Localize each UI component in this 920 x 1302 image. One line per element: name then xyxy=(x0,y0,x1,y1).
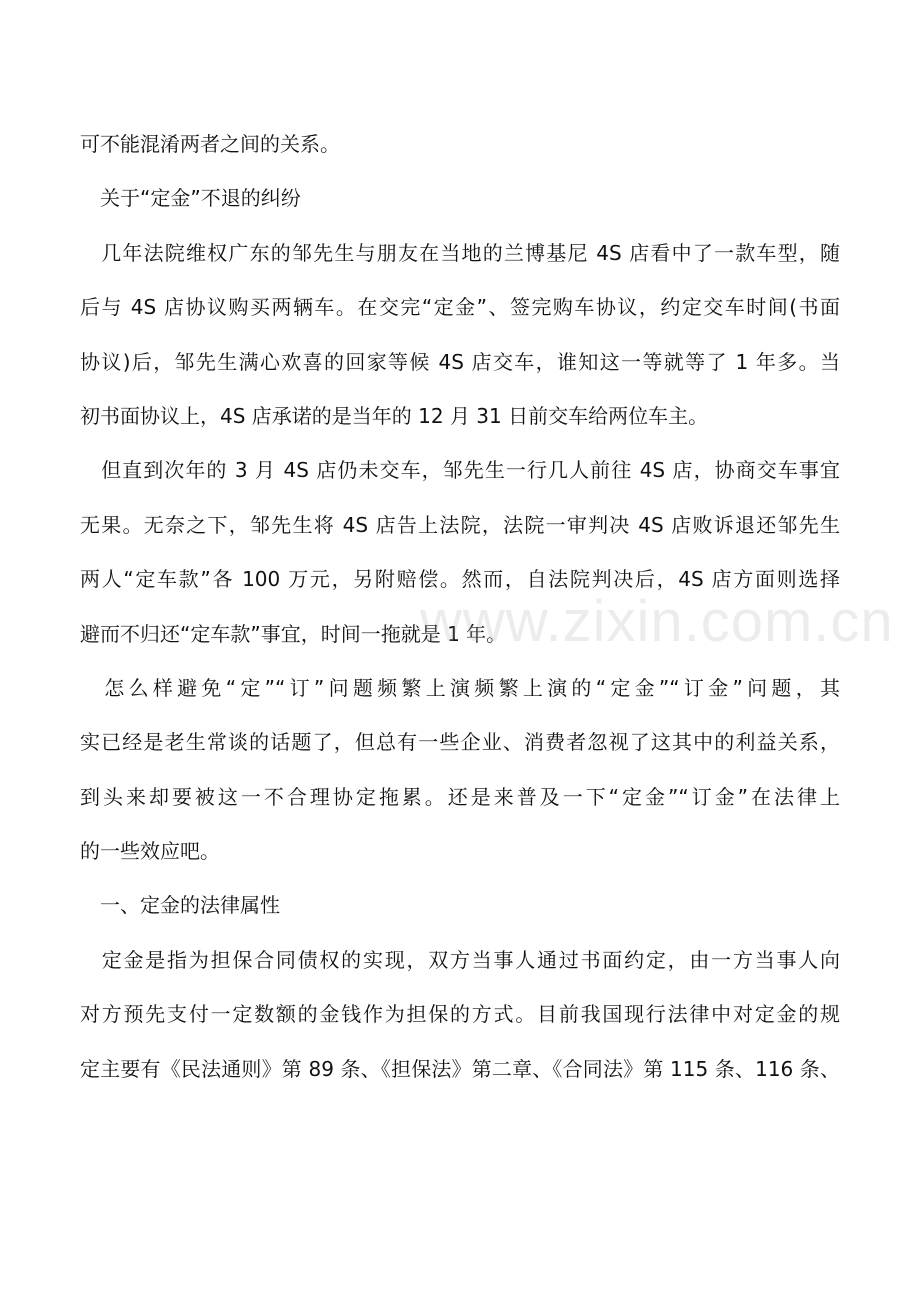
text-line: 定主要有《民法通则》第 89 条、《担保法》第二章、《合同法》第 115 条、116 条、 xyxy=(80,1056,840,1081)
text-line: 怎么样避免“定”“订”问题频繁上演频繁上演的“定金”“订金”问题，其 xyxy=(80,675,840,700)
text-line: 对方预先支付一定数额的金钱作为担保的方式。目前我国现行法律中对定金的规 xyxy=(80,1002,840,1027)
text-line: 但直到次年的 3 月 4S 店仍未交车，邹先生一行几人前往 4S 店，协商交车事宜 xyxy=(80,458,840,483)
text-line: 定金是指为担保合同债权的实现，双方当事人通过书面约定，由一方当事人向 xyxy=(80,947,840,972)
text-line: 无果。无奈之下，邹先生将 4S 店告上法院，法院一审判决 4S 店败诉退还邹先生 xyxy=(80,512,840,537)
text-line: 避而不归还“定车款”事宜，时间一拖就是 1 年。 xyxy=(80,621,507,646)
text-line: 实已经是老生常谈的话题了，但总有一些企业、消费者忽视了这其中的利益关系， xyxy=(80,730,840,755)
text-line: 协议)后，邹先生满心欢喜的回家等候 4S 店交车，谁知这一等就等了 1 年多。当 xyxy=(80,349,840,374)
section-heading: 一、定金的法律属性 xyxy=(80,893,280,918)
text-line: 后与 4S 店协议购买两辆车。在交完“定金”、签完购车协议，约定交车时间(书面 xyxy=(80,295,840,320)
text-line: 的一些效应吧。 xyxy=(80,839,220,864)
watermark: www.zixin.com.cn xyxy=(420,589,894,654)
text-line: 两人“定车款”各 100 万元，另附赔偿。然而，自法院判决后，4S 店方面则选择 xyxy=(80,567,840,592)
text-line: 初书面协议上，4S 店承诺的是当年的 12 月 31 日前交车给两位车主。 xyxy=(80,403,709,428)
section-heading: 关于“定金”不退的纠纷 xyxy=(80,186,301,211)
text-line: 可不能混淆两者之间的关系。 xyxy=(80,132,340,156)
text-line: 几年法院维权广东的邹先生与朋友在当地的兰博基尼 4S 店看中了一款车型，随 xyxy=(80,240,840,265)
text-line: 到头来却要被这一不合理协定拖累。还是来普及一下“定金”“订金”在法律上 xyxy=(80,784,840,809)
document-body xyxy=(80,120,840,1099)
